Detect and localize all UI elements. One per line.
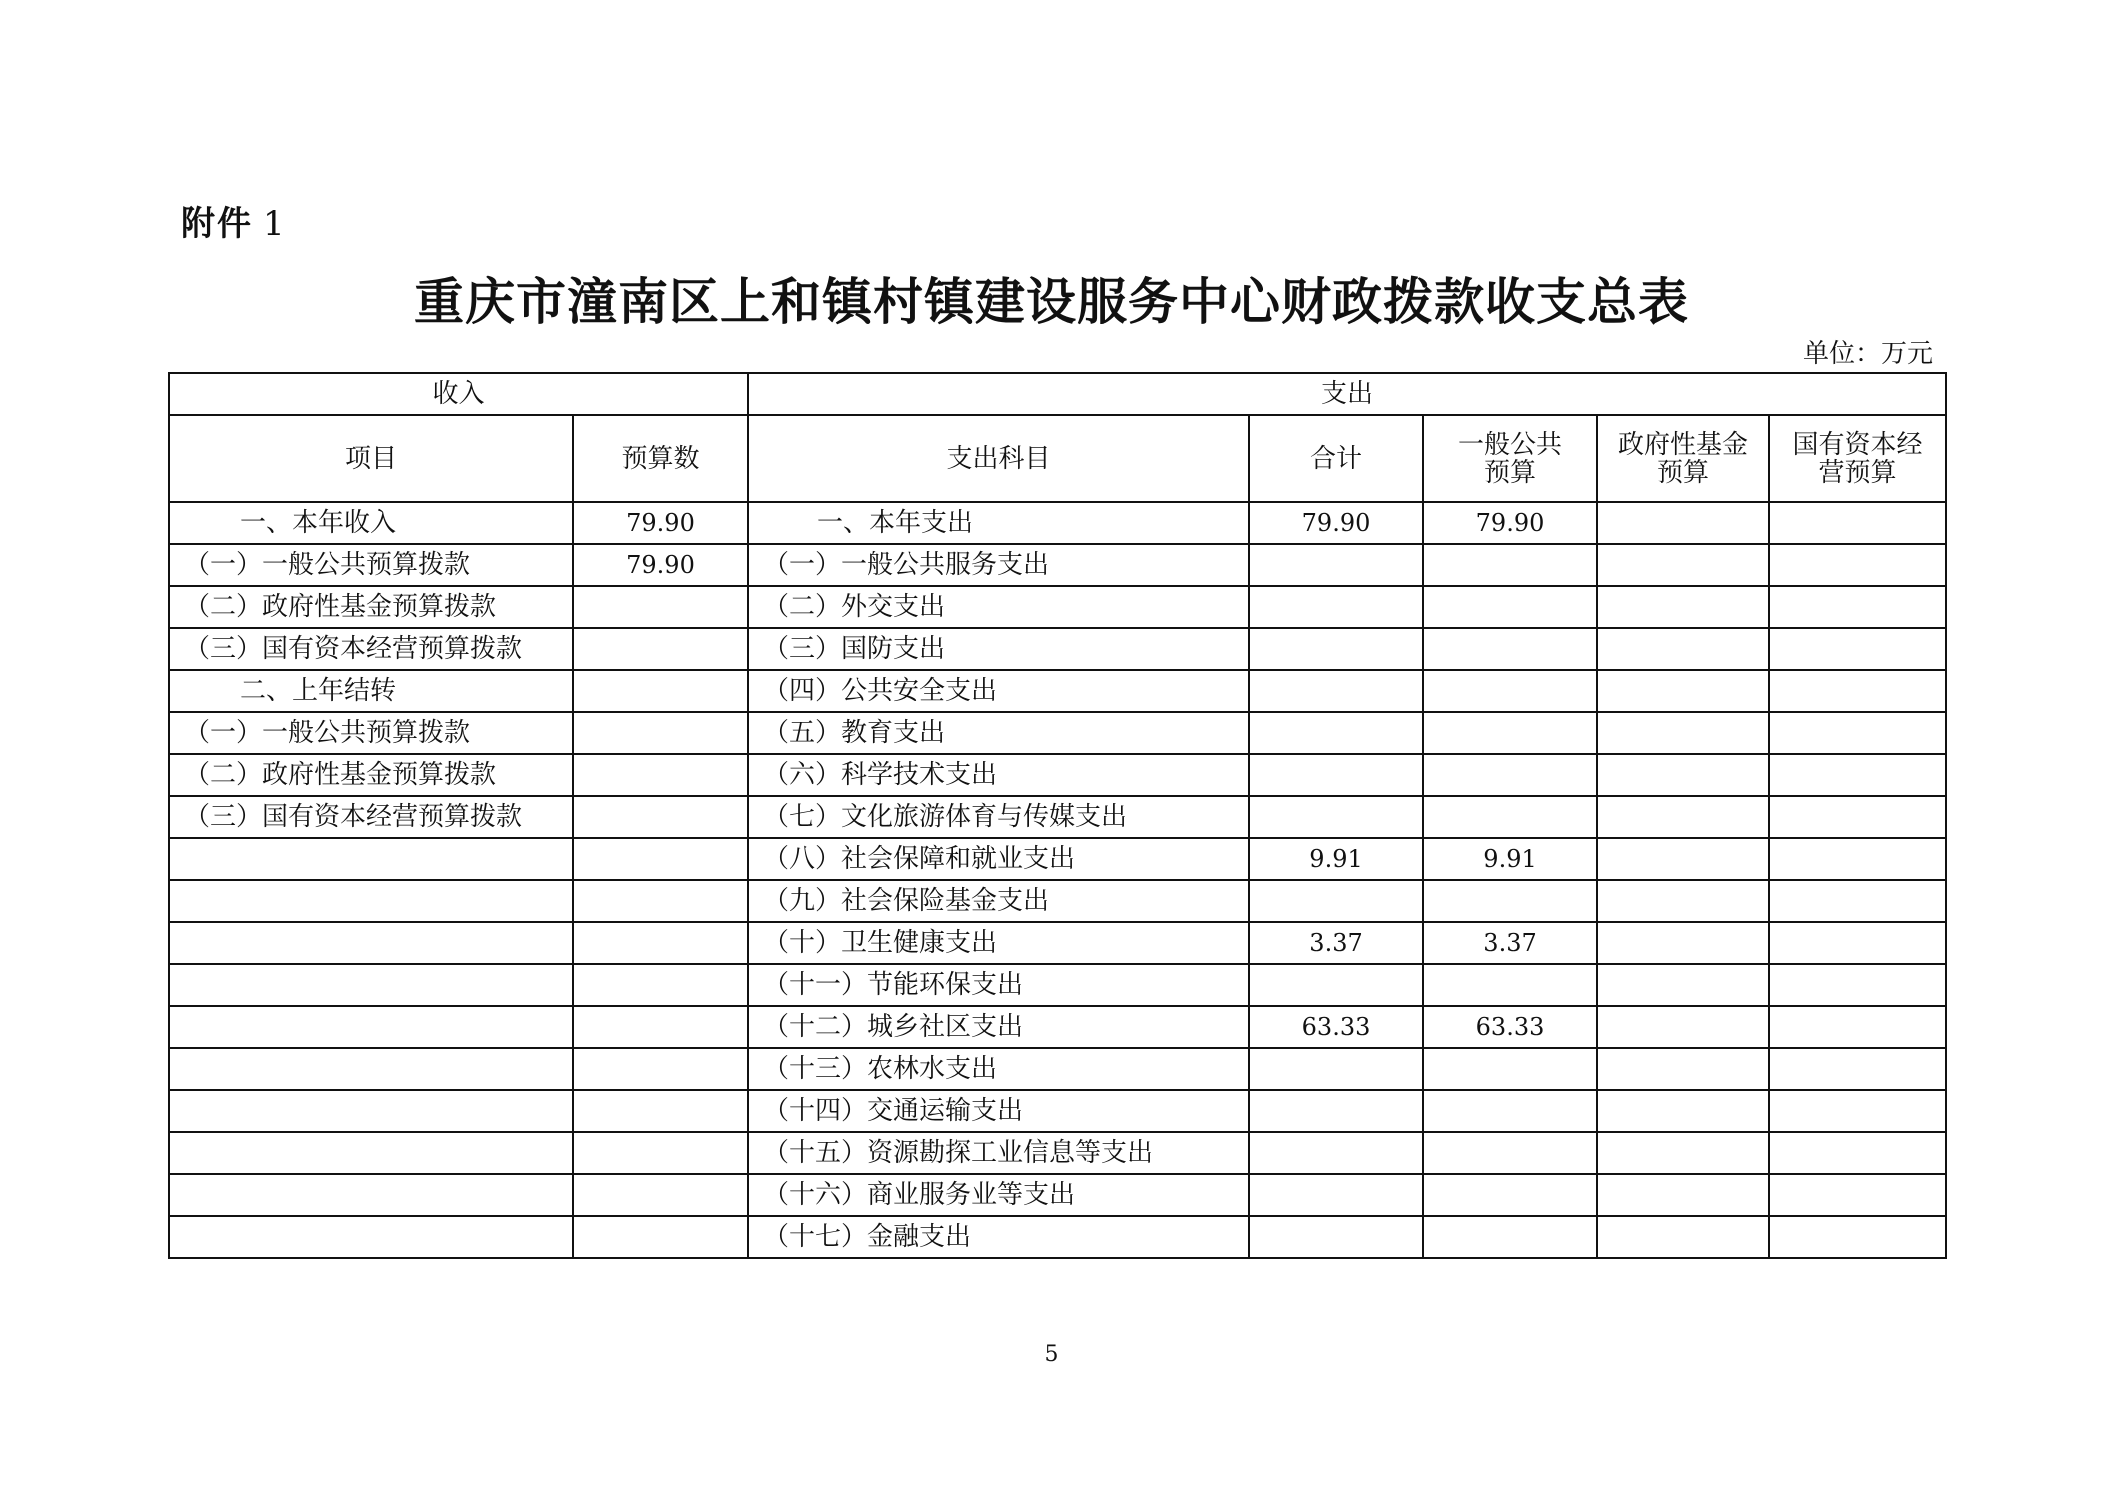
general-public-cell	[1423, 1174, 1597, 1216]
expense-item-cell: （六）科学技术支出	[748, 754, 1249, 796]
gov-fund-cell	[1597, 922, 1769, 964]
income-item-cell: 一、本年收入	[169, 502, 573, 544]
expense-item-cell: （七）文化旅游体育与传媒支出	[748, 796, 1249, 838]
gov-fund-cell	[1597, 1090, 1769, 1132]
income-item-cell: 二、上年结转	[169, 670, 573, 712]
table-row	[169, 964, 1946, 1006]
expense-section-header: 支出	[748, 373, 1946, 415]
total-cell	[1249, 670, 1423, 712]
income-item-cell: （三）国有资本经营预算拨款	[169, 628, 573, 670]
general-public-cell: 9.91	[1423, 838, 1597, 880]
expense-item-cell: （十）卫生健康支出	[748, 922, 1249, 964]
income-item-cell	[169, 1174, 573, 1216]
state-capital-cell	[1769, 1006, 1946, 1048]
table-row	[169, 1090, 1946, 1132]
income-item-cell	[169, 1132, 573, 1174]
table-row	[169, 1174, 1946, 1216]
general-public-cell	[1423, 1216, 1597, 1258]
expense-item-cell: （十五）资源勘探工业信息等支出	[748, 1132, 1249, 1174]
income-item-cell: （一）一般公共预算拨款	[169, 544, 573, 586]
total-cell: 3.37	[1249, 922, 1423, 964]
income-budget-cell	[573, 964, 748, 1006]
gov-fund-cell	[1597, 628, 1769, 670]
income-budget-cell	[573, 670, 748, 712]
col-header-total: 合计	[1249, 415, 1423, 502]
total-cell	[1249, 586, 1423, 628]
income-item-cell: （一）一般公共预算拨款	[169, 712, 573, 754]
general-public-cell	[1423, 796, 1597, 838]
total-cell	[1249, 1174, 1423, 1216]
budget-summary-table	[168, 372, 1947, 1259]
income-budget-cell	[573, 1048, 748, 1090]
income-item-cell: （二）政府性基金预算拨款	[169, 586, 573, 628]
expense-item-cell: （五）教育支出	[748, 712, 1249, 754]
income-item-cell	[169, 922, 573, 964]
expense-item-cell: （二）外交支出	[748, 586, 1249, 628]
total-cell	[1249, 1048, 1423, 1090]
income-item-cell	[169, 1090, 573, 1132]
col-header-state-capital: 国有资本经营预算	[1769, 415, 1946, 502]
expense-item-cell: （四）公共安全支出	[748, 670, 1249, 712]
income-item-cell	[169, 1048, 573, 1090]
total-cell	[1249, 1090, 1423, 1132]
attachment-number: 1	[263, 204, 287, 244]
table-row	[169, 712, 1946, 754]
income-budget-cell	[573, 1090, 748, 1132]
page-number: 5	[1044, 1342, 1059, 1367]
gov-fund-cell	[1597, 586, 1769, 628]
income-budget-cell	[573, 796, 748, 838]
general-public-cell: 3.37	[1423, 922, 1597, 964]
col-header-item: 项目	[169, 415, 573, 502]
col-header-expense-subject: 支出科目	[748, 415, 1249, 502]
income-item-cell: （二）政府性基金预算拨款	[169, 754, 573, 796]
income-item-cell	[169, 838, 573, 880]
total-cell	[1249, 628, 1423, 670]
state-capital-cell	[1769, 1174, 1946, 1216]
gov-fund-cell	[1597, 502, 1769, 544]
table-row	[169, 628, 1946, 670]
income-budget-cell	[573, 754, 748, 796]
total-cell	[1249, 1216, 1423, 1258]
gov-fund-cell	[1597, 670, 1769, 712]
state-capital-cell	[1769, 880, 1946, 922]
general-public-cell	[1423, 1048, 1597, 1090]
table-row	[169, 544, 1946, 586]
general-public-cell	[1423, 754, 1597, 796]
state-capital-cell	[1769, 670, 1946, 712]
state-capital-cell	[1769, 1216, 1946, 1258]
expense-item-cell: （九）社会保险基金支出	[748, 880, 1249, 922]
state-capital-cell	[1769, 544, 1946, 586]
table-row	[169, 502, 1946, 544]
state-capital-cell	[1769, 628, 1946, 670]
attachment-label	[181, 196, 287, 245]
total-cell	[1249, 754, 1423, 796]
state-capital-cell	[1769, 1048, 1946, 1090]
state-capital-cell	[1769, 796, 1946, 838]
table-row	[169, 586, 1946, 628]
income-budget-cell	[573, 1216, 748, 1258]
col-header-gov-fund: 政府性基金预算	[1597, 415, 1769, 502]
expense-item-cell: （一）一般公共服务支出	[748, 544, 1249, 586]
gov-fund-cell	[1597, 712, 1769, 754]
income-budget-cell	[573, 880, 748, 922]
income-budget-cell	[573, 628, 748, 670]
income-budget-cell	[573, 1132, 748, 1174]
total-cell	[1249, 1132, 1423, 1174]
table-row	[169, 880, 1946, 922]
attachment-label-text: 附件	[181, 204, 253, 244]
general-public-cell	[1423, 880, 1597, 922]
expense-item-cell: （十七）金融支出	[748, 1216, 1249, 1258]
general-public-cell: 63.33	[1423, 1006, 1597, 1048]
table-row	[169, 1132, 1946, 1174]
income-section-header: 收入	[169, 373, 748, 415]
expense-item-cell: （十六）商业服务业等支出	[748, 1174, 1249, 1216]
gov-fund-cell	[1597, 838, 1769, 880]
table-row	[169, 1216, 1946, 1258]
table-row	[169, 670, 1946, 712]
gov-fund-cell	[1597, 1132, 1769, 1174]
income-item-cell	[169, 1006, 573, 1048]
income-budget-cell	[573, 922, 748, 964]
state-capital-cell	[1769, 502, 1946, 544]
gov-fund-cell	[1597, 544, 1769, 586]
col-header-general-public: 一般公共预算	[1423, 415, 1597, 502]
income-item-cell: （三）国有资本经营预算拨款	[169, 796, 573, 838]
total-cell	[1249, 964, 1423, 1006]
income-item-cell	[169, 964, 573, 1006]
total-cell	[1249, 544, 1423, 586]
general-public-cell	[1423, 544, 1597, 586]
state-capital-cell	[1769, 922, 1946, 964]
gov-fund-cell	[1597, 880, 1769, 922]
total-cell	[1249, 796, 1423, 838]
total-cell: 79.90	[1249, 502, 1423, 544]
income-budget-cell: 79.90	[573, 502, 748, 544]
income-item-cell	[169, 880, 573, 922]
general-public-cell	[1423, 964, 1597, 1006]
general-public-cell	[1423, 1132, 1597, 1174]
income-budget-cell	[573, 712, 748, 754]
table-row	[169, 796, 1946, 838]
expense-item-cell: （十二）城乡社区支出	[748, 1006, 1249, 1048]
state-capital-cell	[1769, 1090, 1946, 1132]
general-public-cell	[1423, 586, 1597, 628]
general-public-cell	[1423, 1090, 1597, 1132]
total-cell	[1249, 880, 1423, 922]
income-budget-cell	[573, 586, 748, 628]
state-capital-cell	[1769, 754, 1946, 796]
section-header-row	[169, 373, 1946, 415]
expense-item-cell: （三）国防支出	[748, 628, 1249, 670]
income-item-cell	[169, 1216, 573, 1258]
general-public-cell: 79.90	[1423, 502, 1597, 544]
table-row	[169, 1006, 1946, 1048]
table-row	[169, 1048, 1946, 1090]
page-title: 重庆市潼南区上和镇村镇建设服务中心财政拨款收支总表	[414, 272, 1689, 331]
general-public-cell	[1423, 712, 1597, 754]
gov-fund-cell	[1597, 796, 1769, 838]
state-capital-cell	[1769, 586, 1946, 628]
expense-item-cell: 一、本年支出	[748, 502, 1249, 544]
income-budget-cell: 79.90	[573, 544, 748, 586]
total-cell	[1249, 712, 1423, 754]
table-row	[169, 838, 1946, 880]
state-capital-cell	[1769, 712, 1946, 754]
income-budget-cell	[573, 1006, 748, 1048]
total-cell: 9.91	[1249, 838, 1423, 880]
gov-fund-cell	[1597, 754, 1769, 796]
expense-item-cell: （十三）农林水支出	[748, 1048, 1249, 1090]
unit-label: 单位：万元	[1802, 339, 1933, 369]
total-cell: 63.33	[1249, 1006, 1423, 1048]
income-budget-cell	[573, 838, 748, 880]
gov-fund-cell	[1597, 964, 1769, 1006]
general-public-cell	[1423, 628, 1597, 670]
general-public-cell	[1423, 670, 1597, 712]
gov-fund-cell	[1597, 1048, 1769, 1090]
expense-item-cell: （八）社会保障和就业支出	[748, 838, 1249, 880]
table-row	[169, 922, 1946, 964]
gov-fund-cell	[1597, 1174, 1769, 1216]
expense-item-cell: （十四）交通运输支出	[748, 1090, 1249, 1132]
state-capital-cell	[1769, 964, 1946, 1006]
col-header-budget: 预算数	[573, 415, 748, 502]
gov-fund-cell	[1597, 1216, 1769, 1258]
column-header-row	[169, 415, 1946, 502]
state-capital-cell	[1769, 838, 1946, 880]
gov-fund-cell	[1597, 1006, 1769, 1048]
state-capital-cell	[1769, 1132, 1946, 1174]
income-budget-cell	[573, 1174, 748, 1216]
table-row	[169, 754, 1946, 796]
expense-item-cell: （十一）节能环保支出	[748, 964, 1249, 1006]
